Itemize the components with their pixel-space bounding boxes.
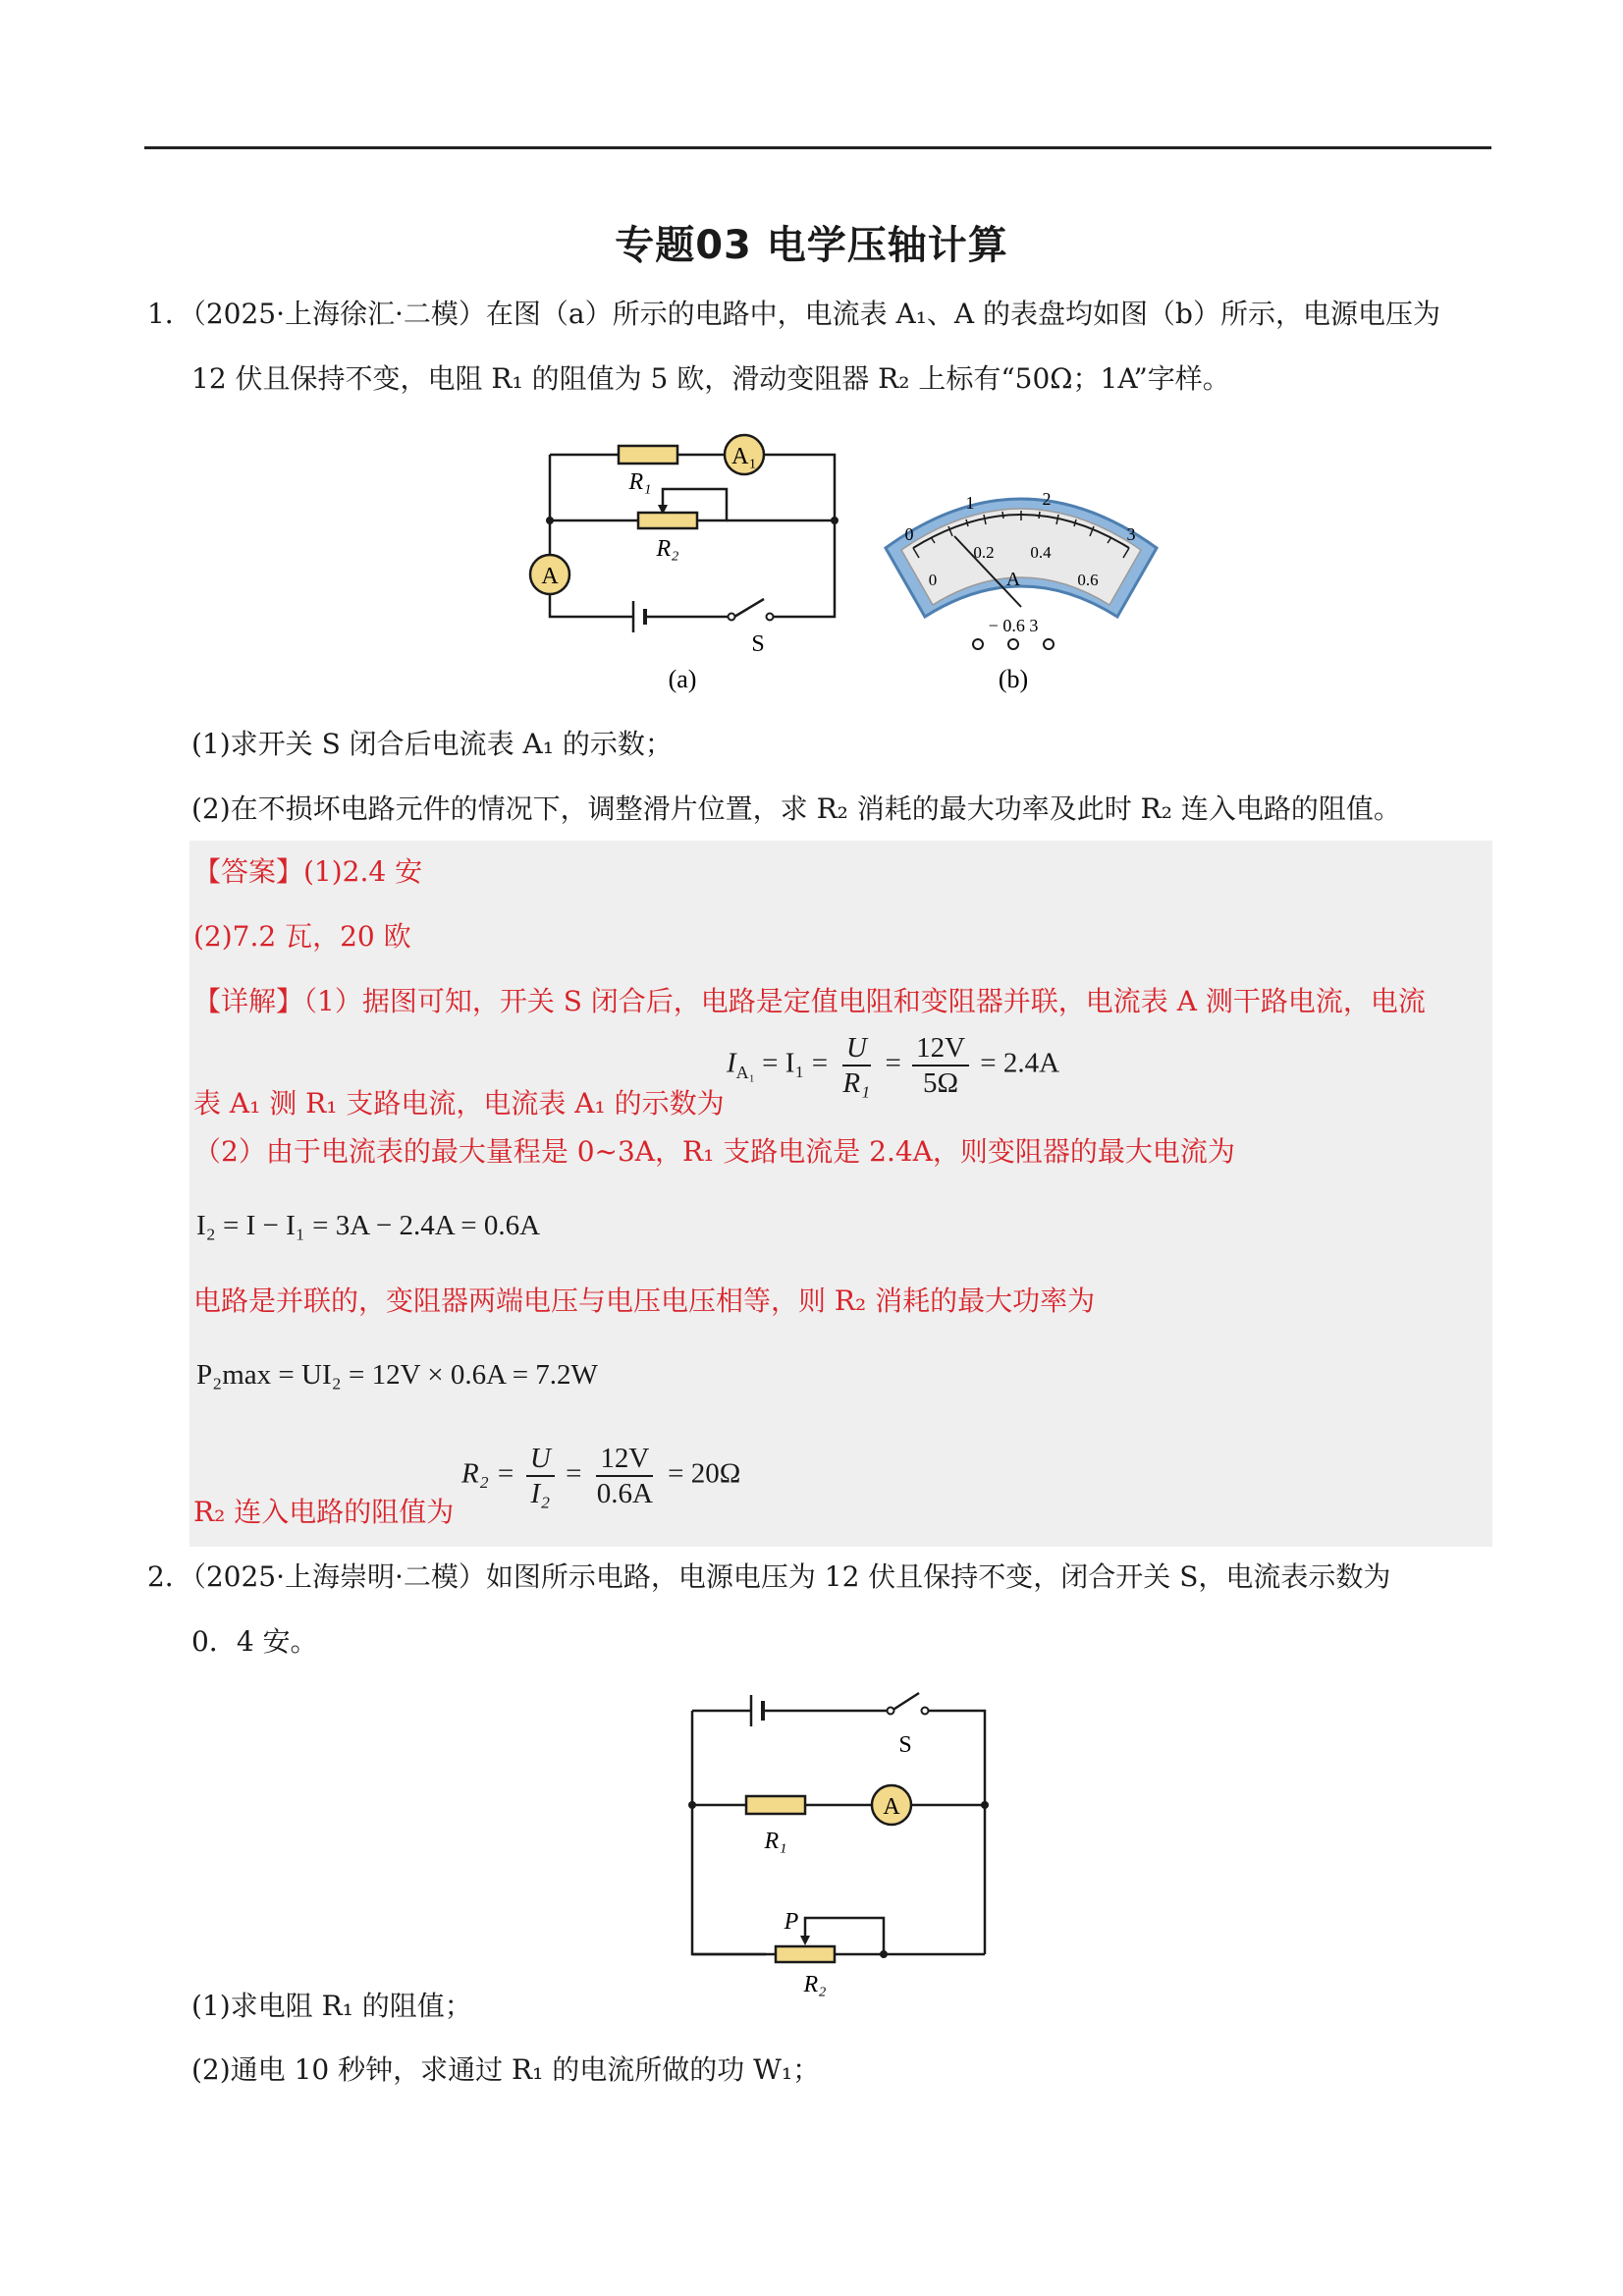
fig-a-a1-label: A₁ bbox=[731, 444, 757, 469]
q1-eq4: R₂ = $\frac{U}{\text{I₂}}$ = $\frac{12V}{0.6A}$ = 20Ω bbox=[461, 1443, 741, 1509]
eq1-lhs: I bbox=[727, 1047, 736, 1079]
dial-upper-1: 1 bbox=[965, 493, 975, 513]
q1-sub1: (1)求开关 S 闭合后电流表 A₁ 的示数； bbox=[191, 728, 673, 760]
q1-eq1: $I_{A_1} = I_1$ = $\frac{U}{\text{R₁}}$ = $\frac{12V}{5\Omega}$ = 2.4A bbox=[727, 1032, 1060, 1099]
q2-fig-r1-label: R₁ bbox=[764, 1829, 787, 1854]
eq4-frac-val bbox=[593, 1442, 657, 1510]
dial-lower-2: 0.4 bbox=[1030, 543, 1052, 562]
eq4-den-sym: I₂ bbox=[530, 1478, 551, 1509]
fig-a-caption: (a) bbox=[668, 665, 697, 693]
eq4-result: = 20Ω bbox=[668, 1457, 741, 1490]
eq1-num-val: 12V bbox=[912, 1031, 969, 1066]
q1-detail4: 电路是并联的，变阻器两端电压与电压电压相等，则 R₂ 消耗的最大功率为 bbox=[193, 1285, 1096, 1317]
q1-detail2: 表 A₁ 测 R₁ 支路电流，电流表 A₁ 的示数为 bbox=[193, 1087, 725, 1120]
q2-sub2: (2)通电 10 秒钟，求通过 R₁ 的电流所做的功 W₁； bbox=[191, 2053, 821, 2086]
q1-detail1: 【详解】（1）据图可知，开关 S 闭合后，电路是定值电阻和变阻器并联，电流表 A 测干路电流，电流 bbox=[193, 985, 1426, 1017]
q1-sub2: (2)在不损坏电路元件的情况下，调整滑片位置，求 R₂ 消耗的最大功率及此时 R₂ 连入电路的阻值。 bbox=[191, 793, 1401, 825]
q2-stem-line2: 0．4 安。 bbox=[191, 1625, 318, 1658]
eq1-lhs-sub: A₁ bbox=[735, 1062, 755, 1082]
q1-figure-a-circuit bbox=[530, 420, 854, 695]
q1-answer2: (2)7.2 瓦，20 欧 bbox=[193, 920, 411, 953]
dial-lower-3: 0.6 bbox=[1077, 571, 1099, 589]
eq1-den-val: 5Ω bbox=[923, 1067, 959, 1099]
eq4-num-sym: U bbox=[526, 1442, 555, 1477]
dial-upper-2: 2 bbox=[1042, 489, 1052, 509]
eq1-den-sym: R₁ bbox=[842, 1067, 871, 1099]
q2-sub1: (1)求电阻 R₁ 的阻值； bbox=[191, 1990, 472, 2022]
dial-terminals: − 0.6 3 bbox=[988, 616, 1039, 635]
q2-fig-p-label: P bbox=[784, 1909, 799, 1935]
q1-answer1: 【答案】(1)2.4 安 bbox=[193, 855, 423, 888]
eq1-frac-sym bbox=[839, 1031, 874, 1100]
q2-fig-a-label: A bbox=[883, 1794, 900, 1820]
dial-upper-3: 3 bbox=[1126, 524, 1136, 544]
dial-lower-1: 0.2 bbox=[973, 543, 995, 562]
q1-eq3: P₂max = UI₂ = 12V × 0.6A = 7.2W bbox=[196, 1359, 598, 1391]
fig-a-r2-label: R₂ bbox=[656, 536, 679, 562]
q2-fig-s-label: S bbox=[898, 1732, 912, 1758]
page-title: 专题03 电学压轴计算 bbox=[615, 223, 1008, 268]
q2-fig-r2-label: R₂ bbox=[803, 1972, 827, 1997]
dial-unit: A bbox=[1005, 569, 1021, 590]
eq1-frac-val bbox=[912, 1031, 969, 1100]
q1-figure-b-ammeter-dial bbox=[874, 469, 1168, 695]
q1-stem-line1: 1．（2025·上海徐汇·二模）在图（a）所示的电路中，电流表 A₁、A 的表盘均如图（b）所示，电源电压为 bbox=[147, 298, 1440, 330]
q1-detail5: R₂ 连入电路的阻值为 bbox=[193, 1496, 455, 1528]
q1-eq2: I₂ = I − I₁ = 3A − 2.4A = 0.6A bbox=[196, 1210, 541, 1241]
fig-a-a-label: A bbox=[541, 564, 559, 589]
q1-detail3: （2）由于电流表的最大量程是 0~3A，R₁ 支路电流是 2.4A，则变阻器的最大电流为 bbox=[193, 1135, 1235, 1168]
header-rule bbox=[144, 146, 1491, 149]
q2-figure-circuit bbox=[677, 1669, 1001, 1997]
eq1-result: = 2.4A bbox=[980, 1047, 1060, 1079]
eq1-mid: = I₁ = bbox=[762, 1047, 829, 1079]
eq4-num-val: 12V bbox=[596, 1442, 653, 1477]
eq4-lhs: R₂ = bbox=[461, 1457, 515, 1490]
q1-stem-line2: 12 伏且保持不变，电阻 R₁ 的阻值为 5 欧，滑动变阻器 R₂ 上标有“50Ω；1A”字样。 bbox=[191, 362, 1230, 395]
fig-a-s-label: S bbox=[751, 631, 765, 657]
dial-lower-0: 0 bbox=[928, 571, 938, 589]
eq1-num-sym: U bbox=[842, 1031, 871, 1066]
eq4-frac-sym bbox=[526, 1442, 555, 1510]
fig-b-caption: (b) bbox=[998, 665, 1029, 693]
fig-a-r1-label: R₁ bbox=[628, 469, 652, 495]
eq4-den-val: 0.6A bbox=[596, 1478, 653, 1509]
q2-stem-line1: 2．（2025·上海崇明·二模）如图所示电路，电源电压为 12 伏且保持不变，闭合开关 S，电流表示数为 bbox=[147, 1560, 1391, 1593]
dial-upper-0: 0 bbox=[904, 524, 914, 544]
